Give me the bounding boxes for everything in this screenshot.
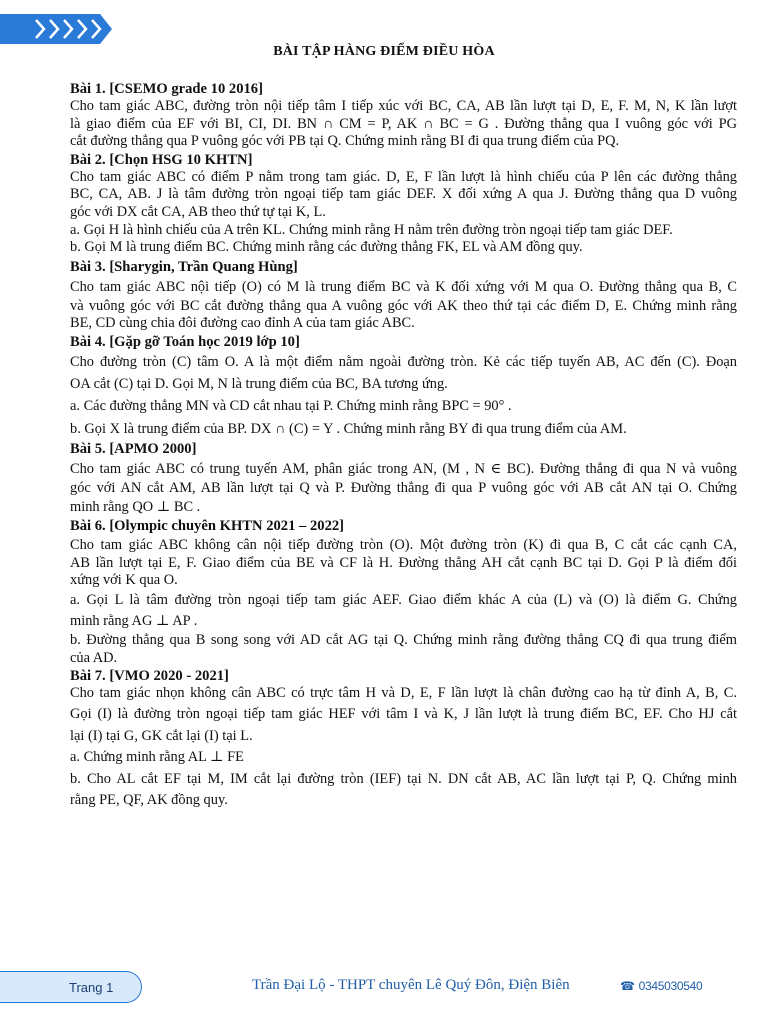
problem-title: Bài 2. [Chọn HSG 10 KHTN] [70,151,253,168]
problem-line: OA cắt (C) tại D. Gọi M, N là trung điểm của BC, BA tương ứng. [70,375,448,392]
problem-line: a. Gọi L là tâm đường tròn ngoại tiếp tam giác AEF. Giao điểm khác A của (L) và (O) là điểm G. Chứng [70,591,737,608]
author-phone [620,979,702,993]
page-number-label: Trang 1 [69,980,114,995]
problem-line: góc với AN cắt AM, AB lần lượt tại Q và P. Đường thẳng đi qua P vuông góc với AB cắt AN tại O. Chứng [70,479,737,496]
problem-line: minh rằng QO ⊥ BC . [70,498,201,515]
problem-line: Cho tam giác ABC, đường tròn nội tiếp tâm I tiếp xúc với BC, CA, AB lần lượt tại D, E, F. M, N, K lần lượt [70,98,737,114]
problem-line: rằng PE, QF, AK đồng quy. [70,791,228,808]
page-title: BÀI TẬP HÀNG ĐIỂM ĐIỀU HÒA [273,44,495,59]
problem-line: Cho đường tròn (C) tâm O. A là một điểm nằm ngoài đường tròn. Kẻ các tiếp tuyến AB, AC đến (C). Đoạn [70,353,737,370]
problem-line: BC, CA, AB. J là tâm đường tròn ngoại tiếp tam giác DEF. X đối xứng A qua J. Đường thẳng qua D vuông [70,186,737,203]
page-number-tab [0,971,142,1003]
problem-line: và vuông góc với BC cắt đường thẳng qua A vuông góc với AK theo thứ tại các điểm D, E. Chứng minh rằng [70,297,737,314]
problem-line: AB lần lượt tại E, F. Giao điểm của BE và CF là H. Đường thẳng AH cắt cạnh BC tại D. Gọi P là điểm đối [70,554,737,571]
problem-7 [70,667,737,810]
problem-line: lại (I) tại G, GK cắt lại (I) tại L. [70,727,253,744]
problem-title: Bài 4. [Gặp gỡ Toán học 2019 lớp 10] [70,333,300,350]
problem-line: góc với DX cắt CA, AB theo thứ tự tại K, L. [70,203,326,220]
problem-line: Cho tam giác ABC có điểm P nằm trong tam giác. D, E, F lần lượt là hình chiếu của P lên các đường thẳng [70,168,737,185]
problem-line: Cho tam giác ABC có trung tuyến AM, phân giác trong AN, (M , N ∈ BC). Đường thẳng đi qua N và vuông [70,460,737,477]
problem-line: Gọi (I) là đường tròn ngoại tiếp tam giác HEF với tâm I và K, J lần lượt là trung điểm BC, EF. Cho HJ cắt [70,705,737,722]
problem-list [70,80,737,810]
problem-title: Bài 5. [APMO 2000] [70,440,197,457]
header-chevron-banner-icon [0,14,130,44]
problem-title: Bài 6. [Olympic chuyên KHTN 2021 – 2022] [70,517,345,534]
problem-line: Cho tam giác nhọn không cân ABC có trực tâm H và D, E, F lần lượt là chân đường cao hạ từ đỉnh A, B, C. [70,685,737,702]
problem-3 [70,258,737,333]
problem-2 [70,151,737,257]
problem-1 [70,80,737,151]
problem-line: Cho tam giác ABC không cân nội tiếp đường tròn (O). Một đường tròn (K) đi qua B, C cắt các cạnh CA, [70,536,737,553]
problem-line: b. Cho AL cắt EF tại M, IM cắt lại đường tròn (IEF) tại N. DN cắt AB, AC lần lượt tại P, Q. Chứng minh [70,770,737,787]
problem-title: Bài 3. [Sharygin, Trần Quang Hùng] [70,258,298,275]
problem-line: Cho tam giác ABC nội tiếp (O) có M là trung điểm BC và K đối xứng với M qua O. Đường thẳng qua B, C [70,278,737,295]
problem-line: BE, CD cùng chia đôi đường cao đỉnh A của tam giác ABC. [70,315,415,332]
problem-line: b. Gọi X là trung điểm của BP. DX ∩ (C) = Y . Chứng minh rằng BY đi qua trung điểm của AM. [70,420,627,437]
telephone-icon: ☎ [620,979,635,993]
problem-line: b. Đường thẳng qua B song song với AD cắt AG tại Q. Chứng minh rằng đường thẳng CQ đi qua trung điểm [70,631,737,648]
problem-line: minh rằng AG ⊥ AP . [70,612,198,629]
problem-line: a. Chứng minh rằng AL ⊥ FE [70,748,244,765]
problem-line: cắt đường thẳng qua P vuông góc với PB tại Q. Chứng minh rằng BI đi qua trung điểm của PQ. [70,133,620,150]
problem-4 [70,333,737,440]
problem-line: b. Gọi M là trung điểm BC. Chứng minh rằng các đường thẳng FK, EL và AM đồng quy. [70,239,583,256]
problem-line: xứng với K qua O. [70,572,178,589]
author-credit: Trần Đại Lộ - THPT chuyên Lê Quý Đôn, Điện Biên [252,977,570,993]
phone-number: 0345030540 [638,979,703,993]
problem-5 [70,440,737,517]
problem-line: của AD. [70,649,118,666]
problem-6 [70,517,737,668]
problem-title: Bài 1. [CSEMO grade 10 2016] [70,81,263,97]
problem-title: Bài 7. [VMO 2020 - 2021] [70,668,229,685]
problem-line: là giao điểm của EF với BI, CI, DI. BN ∩ CM = P, AK ∩ BC = G . Đường thẳng qua I vuông góc với PG [70,115,737,132]
problem-line: a. Gọi H là hình chiếu của A trên KL. Chứng minh rằng H nằm trên đường tròn ngoại tiếp tam giác DEF. [70,221,673,238]
problem-line: a. Các đường thẳng MN và CD cắt nhau tại P. Chứng minh rằng BPC = 90° . [70,397,512,414]
